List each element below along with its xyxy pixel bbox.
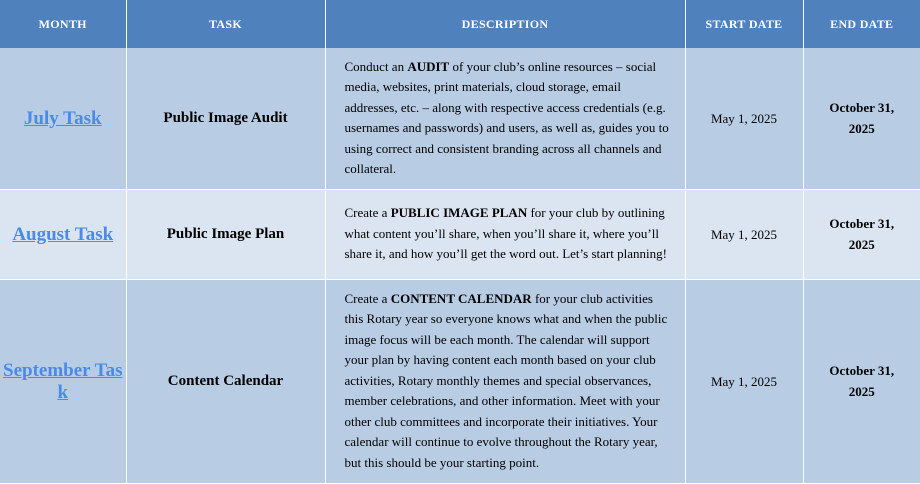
description-cell — [325, 48, 685, 190]
description-text: for your club by outlining what content you’ll share, when you’ll share it, where you’ll share it, and how you’ll get the word out. Let’s start planning! — [344, 205, 667, 262]
month-cell — [0, 280, 126, 484]
description-text: of your club’s online resources – social media, websites, print materials, cloud storage, email addresses, etc. – along with respective access credentials (e.g. usernames and passwords) and users, as well as, guides you to using correct and consistent branding across all channels and collateral. — [344, 58, 669, 176]
july-task-link[interactable]: July Task — [23, 107, 102, 129]
end-date-cell: October 31, 2025 — [803, 280, 920, 484]
description-cell — [325, 190, 685, 280]
description-keyword: AUDIT — [407, 58, 450, 74]
task-cell: Public Image Audit — [126, 48, 325, 190]
header-task: TASK — [126, 0, 325, 48]
description-text: for your club activities this Rotary year so everyone knows what and when the public image focus will be each month. The calendar will support your plan by having content each month based on your club activities, Rotary monthly themes and special observances, member celebrations, and other information. Meet with your other club committees and incorporate their initiatives. Your calendar will continue to evolve throughout the Rotary year, but this should be your starting point. — [344, 290, 668, 470]
table-row — [0, 48, 920, 190]
start-date-cell: May 1, 2025 — [685, 48, 803, 190]
description-text: Create a — [344, 205, 391, 221]
task-cell: Content Calendar — [126, 280, 325, 484]
start-date-cell: May 1, 2025 — [685, 280, 803, 484]
september-task-link[interactable]: September Task — [3, 359, 123, 403]
end-date-cell: October 31, 2025 — [803, 48, 920, 190]
header-month: MONTH — [0, 0, 126, 48]
table-row — [0, 280, 920, 484]
description-keyword: PUBLIC IMAGE PLAN — [390, 205, 528, 221]
description-keyword: CONTENT CALENDAR — [390, 290, 532, 306]
august-task-link[interactable]: August Task — [12, 223, 114, 245]
description-text: Create a — [344, 290, 391, 306]
task-cell: Public Image Plan — [126, 190, 325, 280]
description-text: Conduct an — [344, 58, 408, 74]
description-cell — [325, 280, 685, 484]
header-start-date: START DATE — [685, 0, 803, 48]
header-description: DESCRIPTION — [325, 0, 685, 48]
start-date-cell: May 1, 2025 — [685, 190, 803, 280]
table-header-row — [0, 0, 920, 48]
month-cell — [0, 48, 126, 190]
table-row — [0, 190, 920, 280]
end-date-cell: October 31, 2025 — [803, 190, 920, 280]
header-end-date: END DATE — [803, 0, 920, 48]
month-cell — [0, 190, 126, 280]
